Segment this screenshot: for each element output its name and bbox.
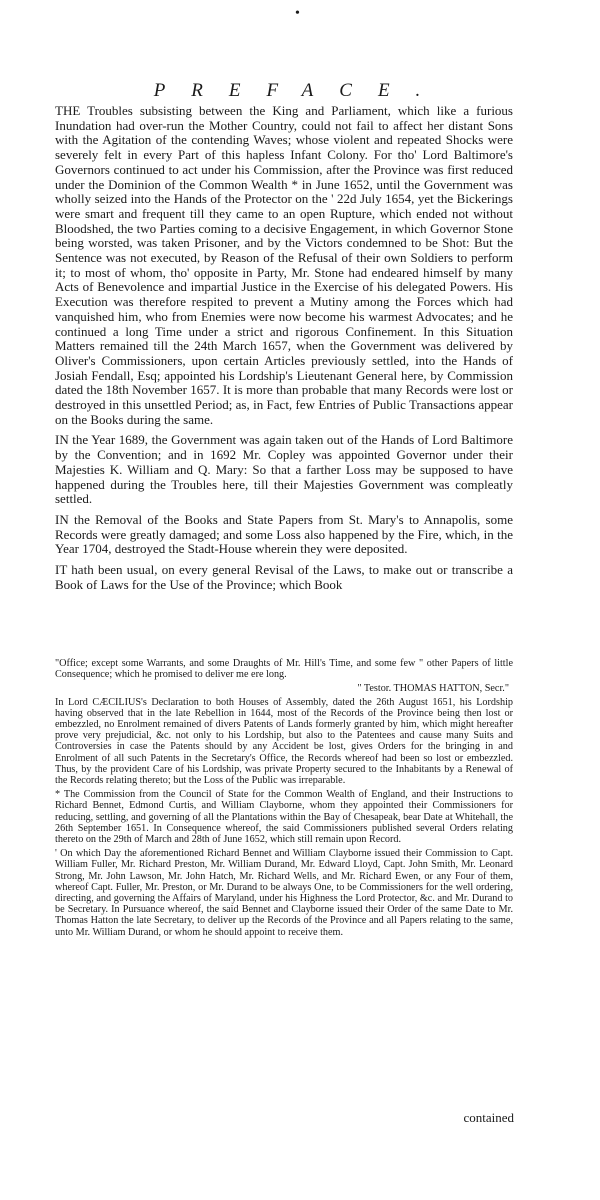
catchword: contained xyxy=(463,1110,514,1125)
main-text xyxy=(55,104,513,599)
footnote-attestation: " Testor. THOMAS HATTON, Secr." xyxy=(357,683,509,695)
paragraph-troubles: THE Troubles subsisting between the King and Parliament, which like a furious Inundation had over-run the Mother Country, could not fail to affect her distant Sons with the Agitation of the contending Waves; whose violent and repeated Shocks were severely felt in every Part of this hapless Infant Colony. For tho' Lord Baltimore's Governors continued to act under his Commission, after the Province was first reduced under the Dominion of the Common Wealth * in June 1652, until the Government was wholly seized into the Hands of the Protector on the ' 22d July 1654, yet the Bickerings were smart and frequent till they came to an open Rupture, which ended not without Bloodshed, the two Parties coming to a decisive Engagement, in which Governor Stone being worsted, was taken Prisoner, and by the Victors condemned to be Shot: But the Sentence was not executed, by Reason of the Refusal of their own Soldiers to perform it; to most of whom, tho' opposite in Party, Mr. Stone had endeared himself by many Acts of Benevolence and impartial Justice in the Exercise of his delegated Powers. His Execution was therefore respited to prevent a Mutiny among the Forces which had vanquished him, who from Enemies were now become his warmest Advocates; and he continued a long Time under a strict and rigorous Confinement. In this Situation Matters remained till the 24th March 1657, when the Government was delivered by Oliver's Commissioners, upon certain Articles previously settled, into the Hands of Josiah Fendall, Esq; appointed his Lordship's Lieutenant General here, by Commission dated the 18th November 1657. It is more than probable that many Records were lost or destroyed in this unsettled Period; as, in Fact, few Entries of Public Transactions appear on the Books during the same. xyxy=(55,103,513,427)
footnote-commission: * The Commission from the Council of State for the Common Wealth of England, and their Instructions to Richard Bennet, Edmond Curtis, and William Clayborne, whom they appointed their Commissioners for reducing, settling, and governing of all the Plantations within the Bay of Chesapeak, bear Date at Whitehall, the 26th September 1651. In Consequence whereof, the said Commissioners published several Orders relating thereto on the 29th of March and 28th of June 1652, which still remain upon Record. xyxy=(55,789,513,846)
footnotes xyxy=(55,658,513,941)
footnote-commissioners: ' On which Day the aforementioned Richard Bennet and William Clayborne issued their Commission to Capt. William Fuller, Mr. Richard Preston, Mr. William Durand, Mr. Edward Lloyd, Capt. John Smith, Mr. Leonard Strong, Mr. John Lawson, Mr. John Hatch, Mr. Richard Wells, and Mr. Richard Ewen, or any Four of them, whereof Capt. Fuller, Mr. Preston, or Mr. Durand to be always One, to be Commissioners for the well ordering, directing, and governing the Affairs of Maryland, under his Highness the Lord Protector, &c. and Mr. Durand to be Secretary. In Pursuance whereof, the said Bennet and Clayborne issued their Order of the same Date to Mr. Thomas Hatton the late Secretary, to deliver up the Records of the Province and all Papers relating to the same, unto Mr. William Durand, or whom he should appoint to receive them. xyxy=(55,848,513,938)
footnote-continuation: "Office; except some Warrants, and some Draughts of Mr. Hill's Time, and some few " other Papers of little Consequence; which he promised to deliver me ere long. xyxy=(55,658,513,681)
paragraph-revisal: IT hath been usual, on every general Revisal of the Laws, to make out or transcribe a Book of Laws for the Use of the Province; which Book xyxy=(55,562,513,592)
page-title: PREFACE. xyxy=(153,80,447,101)
page-mark: • xyxy=(295,6,300,21)
paragraph-1689: IN the Year 1689, the Government was again taken out of the Hands of Lord Baltimore by the Convention; and in 1692 Mr. Copley was appointed Governor under their Majesties K. William and Q. Mary: So that a farther Loss may be supposed to have happened during the Troubles here, till their Majesties Government was compleatly settled. xyxy=(55,432,513,507)
paragraph-removal: IN the Removal of the Books and State Papers from St. Mary's to Annapolis, some Records were greatly damaged; and some Loss also happened by the Fire, which, in the Year 1704, destroyed the Stadt-House wherein they were deposited. xyxy=(55,511,513,557)
footnote-caecilius: In Lord CÆCILIUS's Declaration to both Houses of Assembly, dated the 26th August 1651, his Lordship having observed that in the late Rebellion in 1644, most of the Records of the Province being then lost or embezzled, no Enrolment remained of divers Patents of Lands formerly granted by him, which might hereafter prove very prejudicial, &c. not only to his Lordship, but also to the Patentees and cause many Suits and Controversies in case the Patents should by any Accident be lost, gives Orders for the bringing in and Enrolment of all such Patents in the Secretary's Office, the Records whereof had been so lost or embezzled. Thus, by the provident Care of his Lordship, was private Property secured to the Inhabitants by a Renewal of the Records relating thereto; but the Loss of the Public was irreparable. xyxy=(55,696,513,787)
